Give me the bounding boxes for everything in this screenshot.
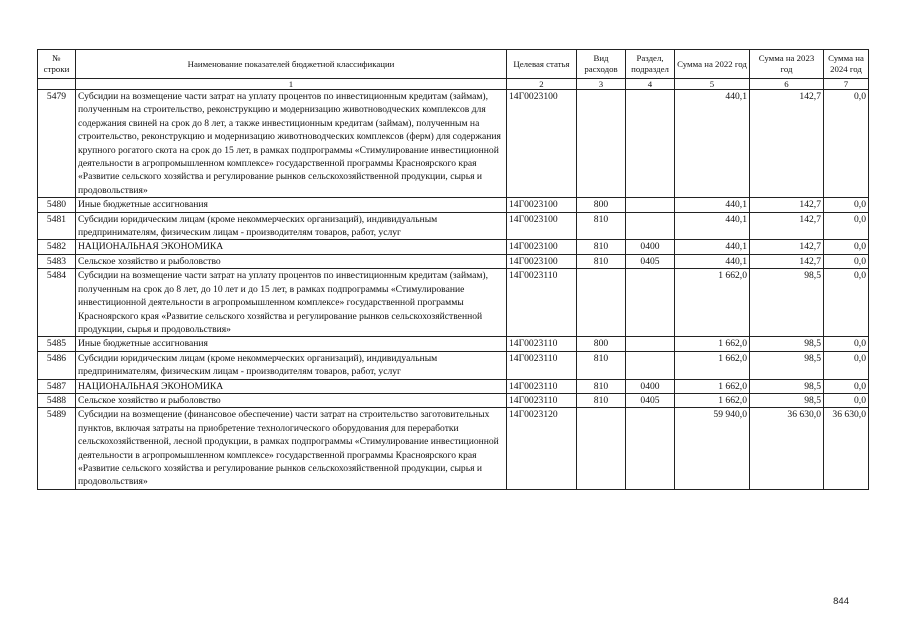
sum-2022-cell: 440,1 <box>675 198 750 212</box>
expense-type-cell: 800 <box>577 337 626 351</box>
indicator-name-cell: Субсидии юридическим лицам (кроме некоммерческих организаций), индивидуальным предпринимателям, физическим лицам - производителям товаров, работ, услуг <box>76 351 507 379</box>
section-cell: 0400 <box>626 379 675 393</box>
indicator-name-cell: НАЦИОНАЛЬНАЯ ЭКОНОМИКА <box>76 379 507 393</box>
sum-2023-cell: 142,7 <box>750 90 824 198</box>
indicator-name-cell: Иные бюджетные ассигнования <box>76 337 507 351</box>
indicator-name-cell: Субсидии на возмещение (финансовое обеспечение) части затрат на строительство заготовительных пунктов, включая затраты на приобретение технологического оборудования для переработки сельскохозяйственной, лесной продукции, в рамках подпрограммы «Стимулирование инвестиционной деятельности в агропромышленном комплексе» государственной программы Красноярского края «Развитие сельского хозяйства и регулирование рынков сельскохозяйственной продукции, сырья и продовольствия» <box>76 408 507 489</box>
row-number-cell: 5481 <box>38 212 76 240</box>
target-article-cell: 14Г0023100 <box>507 254 577 268</box>
row-number-cell: 5480 <box>38 198 76 212</box>
expense-type-cell <box>577 90 626 198</box>
expense-type-cell: 810 <box>577 351 626 379</box>
column-number: 1 <box>76 79 507 90</box>
expense-type-cell: 810 <box>577 379 626 393</box>
target-article-cell: 14Г0023120 <box>507 408 577 489</box>
sum-2024-cell: 0,0 <box>824 212 869 240</box>
sum-2023-cell: 142,7 <box>750 212 824 240</box>
section-cell: 0400 <box>626 240 675 254</box>
row-number-cell: 5486 <box>38 351 76 379</box>
target-article-cell: 14Г0023100 <box>507 240 577 254</box>
header-section: Раздел, подраздел <box>626 50 675 79</box>
column-number-empty <box>38 79 76 90</box>
budget-table <box>37 49 869 490</box>
header-expense-type: Вид расходов <box>577 50 626 79</box>
indicator-name-cell: Субсидии на возмещение части затрат на уплату процентов по инвестиционным кредитам (займам), полученным на срок до 8 лет, до 10 лет и до 15 лет, в рамках подпрограммы «Стимулирование инвестиционной деятельности в агропромышленном комплексе» государственной программы Красноярского края «Развитие сельского хозяйства и регулирование рынков сельскохозяйственной продукции, сырья и продовольствия» <box>76 269 507 337</box>
sum-2022-cell: 59 940,0 <box>675 408 750 489</box>
sum-2023-cell: 142,7 <box>750 240 824 254</box>
row-number-cell: 5484 <box>38 269 76 337</box>
sum-2023-cell: 98,5 <box>750 269 824 337</box>
column-number: 7 <box>824 79 869 90</box>
header-sum-2024: Сумма на 2024 год <box>824 50 869 79</box>
table-row <box>38 337 869 351</box>
indicator-name-cell: НАЦИОНАЛЬНАЯ ЭКОНОМИКА <box>76 240 507 254</box>
table-row <box>38 212 869 240</box>
sum-2022-cell: 440,1 <box>675 212 750 240</box>
sum-2024-cell: 0,0 <box>824 351 869 379</box>
sum-2024-cell: 0,0 <box>824 393 869 407</box>
indicator-name-cell: Иные бюджетные ассигнования <box>76 198 507 212</box>
sum-2024-cell: 0,0 <box>824 90 869 198</box>
sum-2024-cell: 0,0 <box>824 198 869 212</box>
section-cell <box>626 351 675 379</box>
expense-type-cell <box>577 269 626 337</box>
section-cell <box>626 198 675 212</box>
sum-2023-cell: 98,5 <box>750 393 824 407</box>
sum-2023-cell: 98,5 <box>750 337 824 351</box>
table-row <box>38 240 869 254</box>
sum-2022-cell: 1 662,0 <box>675 351 750 379</box>
target-article-cell: 14Г0023100 <box>507 90 577 198</box>
column-number: 4 <box>626 79 675 90</box>
target-article-cell: 14Г0023110 <box>507 269 577 337</box>
target-article-cell: 14Г0023110 <box>507 337 577 351</box>
indicator-name-cell: Субсидии юридическим лицам (кроме некоммерческих организаций), индивидуальным предпринимателям, физическим лицам - производителям товаров, работ, услуг <box>76 212 507 240</box>
section-cell: 0405 <box>626 254 675 268</box>
table-row <box>38 269 869 337</box>
expense-type-cell <box>577 408 626 489</box>
expense-type-cell: 810 <box>577 254 626 268</box>
column-number: 5 <box>675 79 750 90</box>
sum-2022-cell: 1 662,0 <box>675 393 750 407</box>
column-number-row <box>38 79 869 90</box>
table-row <box>38 408 869 489</box>
sum-2024-cell: 0,0 <box>824 269 869 337</box>
sum-2023-cell: 142,7 <box>750 254 824 268</box>
section-cell <box>626 212 675 240</box>
header-sum-2022: Сумма на 2022 год <box>675 50 750 79</box>
section-cell <box>626 269 675 337</box>
target-article-cell: 14Г0023110 <box>507 379 577 393</box>
target-article-cell: 14Г0023100 <box>507 198 577 212</box>
sum-2024-cell: 36 630,0 <box>824 408 869 489</box>
column-number: 3 <box>577 79 626 90</box>
sum-2024-cell: 0,0 <box>824 337 869 351</box>
target-article-cell: 14Г0023100 <box>507 212 577 240</box>
row-number-cell: 5489 <box>38 408 76 489</box>
target-article-cell: 14Г0023110 <box>507 351 577 379</box>
row-number-cell: 5479 <box>38 90 76 198</box>
header-row-number: № строки <box>38 50 76 79</box>
sum-2023-cell: 142,7 <box>750 198 824 212</box>
sum-2022-cell: 440,1 <box>675 254 750 268</box>
sum-2022-cell: 1 662,0 <box>675 269 750 337</box>
table-row <box>38 351 869 379</box>
page-number: 844 <box>833 596 849 607</box>
sum-2023-cell: 98,5 <box>750 379 824 393</box>
sum-2024-cell: 0,0 <box>824 379 869 393</box>
row-number-cell: 5485 <box>38 337 76 351</box>
column-number: 2 <box>507 79 577 90</box>
expense-type-cell: 810 <box>577 393 626 407</box>
table-row <box>38 254 869 268</box>
sum-2022-cell: 1 662,0 <box>675 379 750 393</box>
row-number-cell: 5483 <box>38 254 76 268</box>
indicator-name-cell: Сельское хозяйство и рыболовство <box>76 254 507 268</box>
row-number-cell: 5482 <box>38 240 76 254</box>
section-cell: 0405 <box>626 393 675 407</box>
header-target-article: Целевая статья <box>507 50 577 79</box>
expense-type-cell: 810 <box>577 212 626 240</box>
section-cell <box>626 408 675 489</box>
sum-2022-cell: 440,1 <box>675 240 750 254</box>
table-row <box>38 198 869 212</box>
header-row <box>38 50 869 79</box>
table-body <box>38 90 869 490</box>
target-article-cell: 14Г0023110 <box>507 393 577 407</box>
indicator-name-cell: Сельское хозяйство и рыболовство <box>76 393 507 407</box>
section-cell <box>626 337 675 351</box>
sum-2023-cell: 36 630,0 <box>750 408 824 489</box>
indicator-name-cell: Субсидии на возмещение части затрат на уплату процентов по инвестиционным кредитам (займам), полученным на строительство, реконструкцию и модернизацию животноводческих комплексов для содержания свиней на срок до 8 лет, а также инвестиционным кредитам (займам), полученным на строительство, реконструкцию и модернизацию животноводческих комплексов (ферм) для содержания крупного рогатого скота на срок до 15 лет, в рамках подпрограммы «Стимулирование инвестиционной деятельности в агропромышленном комплексе» государственной программы Красноярского края «Развитие сельского хозяйства и регулирование рынков сельскохозяйственной продукции, сырья и продовольствия» <box>76 90 507 198</box>
sum-2023-cell: 98,5 <box>750 351 824 379</box>
expense-type-cell: 800 <box>577 198 626 212</box>
sum-2024-cell: 0,0 <box>824 240 869 254</box>
section-cell <box>626 90 675 198</box>
header-sum-2023: Сумма на 2023 год <box>750 50 824 79</box>
expense-type-cell: 810 <box>577 240 626 254</box>
header-indicator-name: Наименование показателей бюджетной классификации <box>76 50 507 79</box>
sum-2022-cell: 1 662,0 <box>675 337 750 351</box>
table-row <box>38 379 869 393</box>
row-number-cell: 5487 <box>38 379 76 393</box>
column-number: 6 <box>750 79 824 90</box>
table-row <box>38 393 869 407</box>
sum-2024-cell: 0,0 <box>824 254 869 268</box>
row-number-cell: 5488 <box>38 393 76 407</box>
table-row <box>38 90 869 198</box>
sum-2022-cell: 440,1 <box>675 90 750 198</box>
